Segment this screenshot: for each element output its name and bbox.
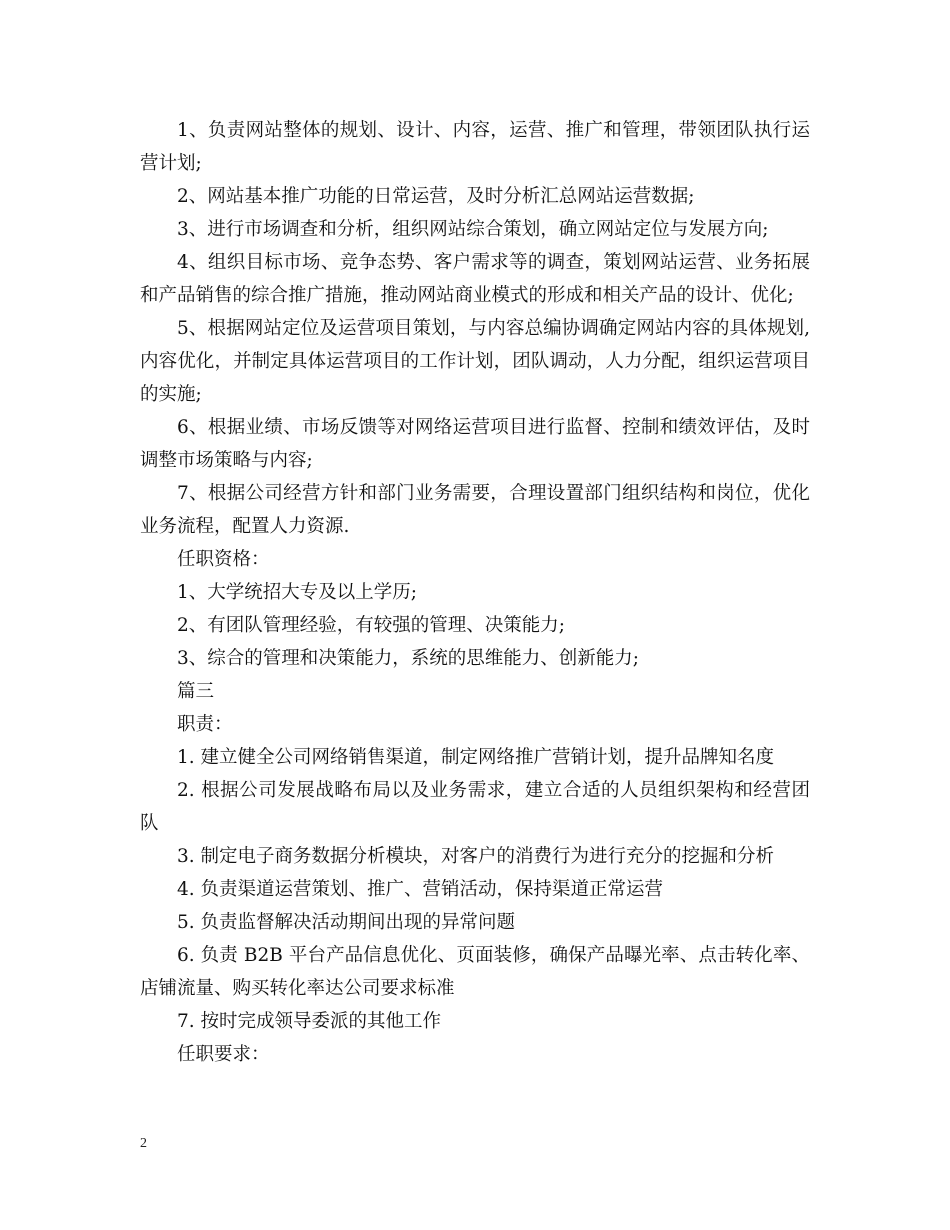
paragraph: 1、大学统招大专及以上学历;: [177, 582, 418, 603]
paragraph: 2、网站基本推广功能的日常运营，及时分析汇总网站运营数据;: [177, 186, 695, 207]
document-body: [140, 114, 810, 1071]
paragraph: 7、根据公司经营方针和部门业务需要，合理设置部门组织结构和岗位，优化业务流程，配置人力资源.: [140, 483, 810, 537]
page-number: 2: [140, 1136, 147, 1151]
paragraph: 3、综合的管理和决策能力，系统的思维能力、创新能力;: [177, 648, 640, 669]
paragraph: 7. 按时完成领导委派的其他工作: [177, 1011, 442, 1032]
paragraph: 1. 建立健全公司网络销售渠道，制定网络推广营销计划，提升品牌知名度: [177, 747, 775, 768]
section-heading: 职责：: [177, 714, 233, 735]
section-heading: 任职要求：: [177, 1044, 270, 1065]
paragraph: 2、有团队管理经验，有较强的管理、决策能力;: [177, 615, 566, 636]
paragraph: 6. 负责 B2B 平台产品信息优化、页面装修，确保产品曝光率、点击转化率、店铺流量、购买转化率达公司要求标准: [140, 945, 810, 999]
paragraph: 3、进行市场调查和分析，组织网站综合策划，确立网站定位与发展方向;: [177, 219, 769, 240]
paragraph: 6、根据业绩、市场反馈等对网络运营项目进行监督、控制和绩效评估，及时调整市场策略与内容;: [140, 417, 810, 471]
paragraph: 5. 负责监督解决活动期间出现的异常问题: [177, 912, 516, 933]
paragraph: 2. 根据公司发展战略布局以及业务需求，建立合适的人员组织架构和经营团队: [140, 780, 810, 834]
paragraph: 4. 负责渠道运营策划、推广、营销活动，保持渠道正常运营: [177, 879, 664, 900]
paragraph: 5、根据网站定位及运营项目策划，与内容总编协调确定网站内容的具体规划,内容优化，并制定具体运营项目的工作计划，团队调动，人力分配，组织运营项目的实施;: [140, 318, 810, 405]
section-heading: 任职资格：: [177, 549, 270, 570]
paragraph: 1、负责网站整体的规划、设计、内容，运营、推广和管理，带领团队执行运营计划;: [140, 120, 810, 174]
paragraph: 3. 制定电子商务数据分析模块，对客户的消费行为进行充分的挖掘和分析: [177, 846, 775, 867]
paragraph: 4、组织目标市场、竞争态势、客户需求等的调查，策划网站运营、业务拓展和产品销售的综合推广措施，推动网站商业模式的形成和相关产品的设计、优化;: [140, 252, 810, 306]
section-heading: 篇三: [177, 681, 215, 702]
